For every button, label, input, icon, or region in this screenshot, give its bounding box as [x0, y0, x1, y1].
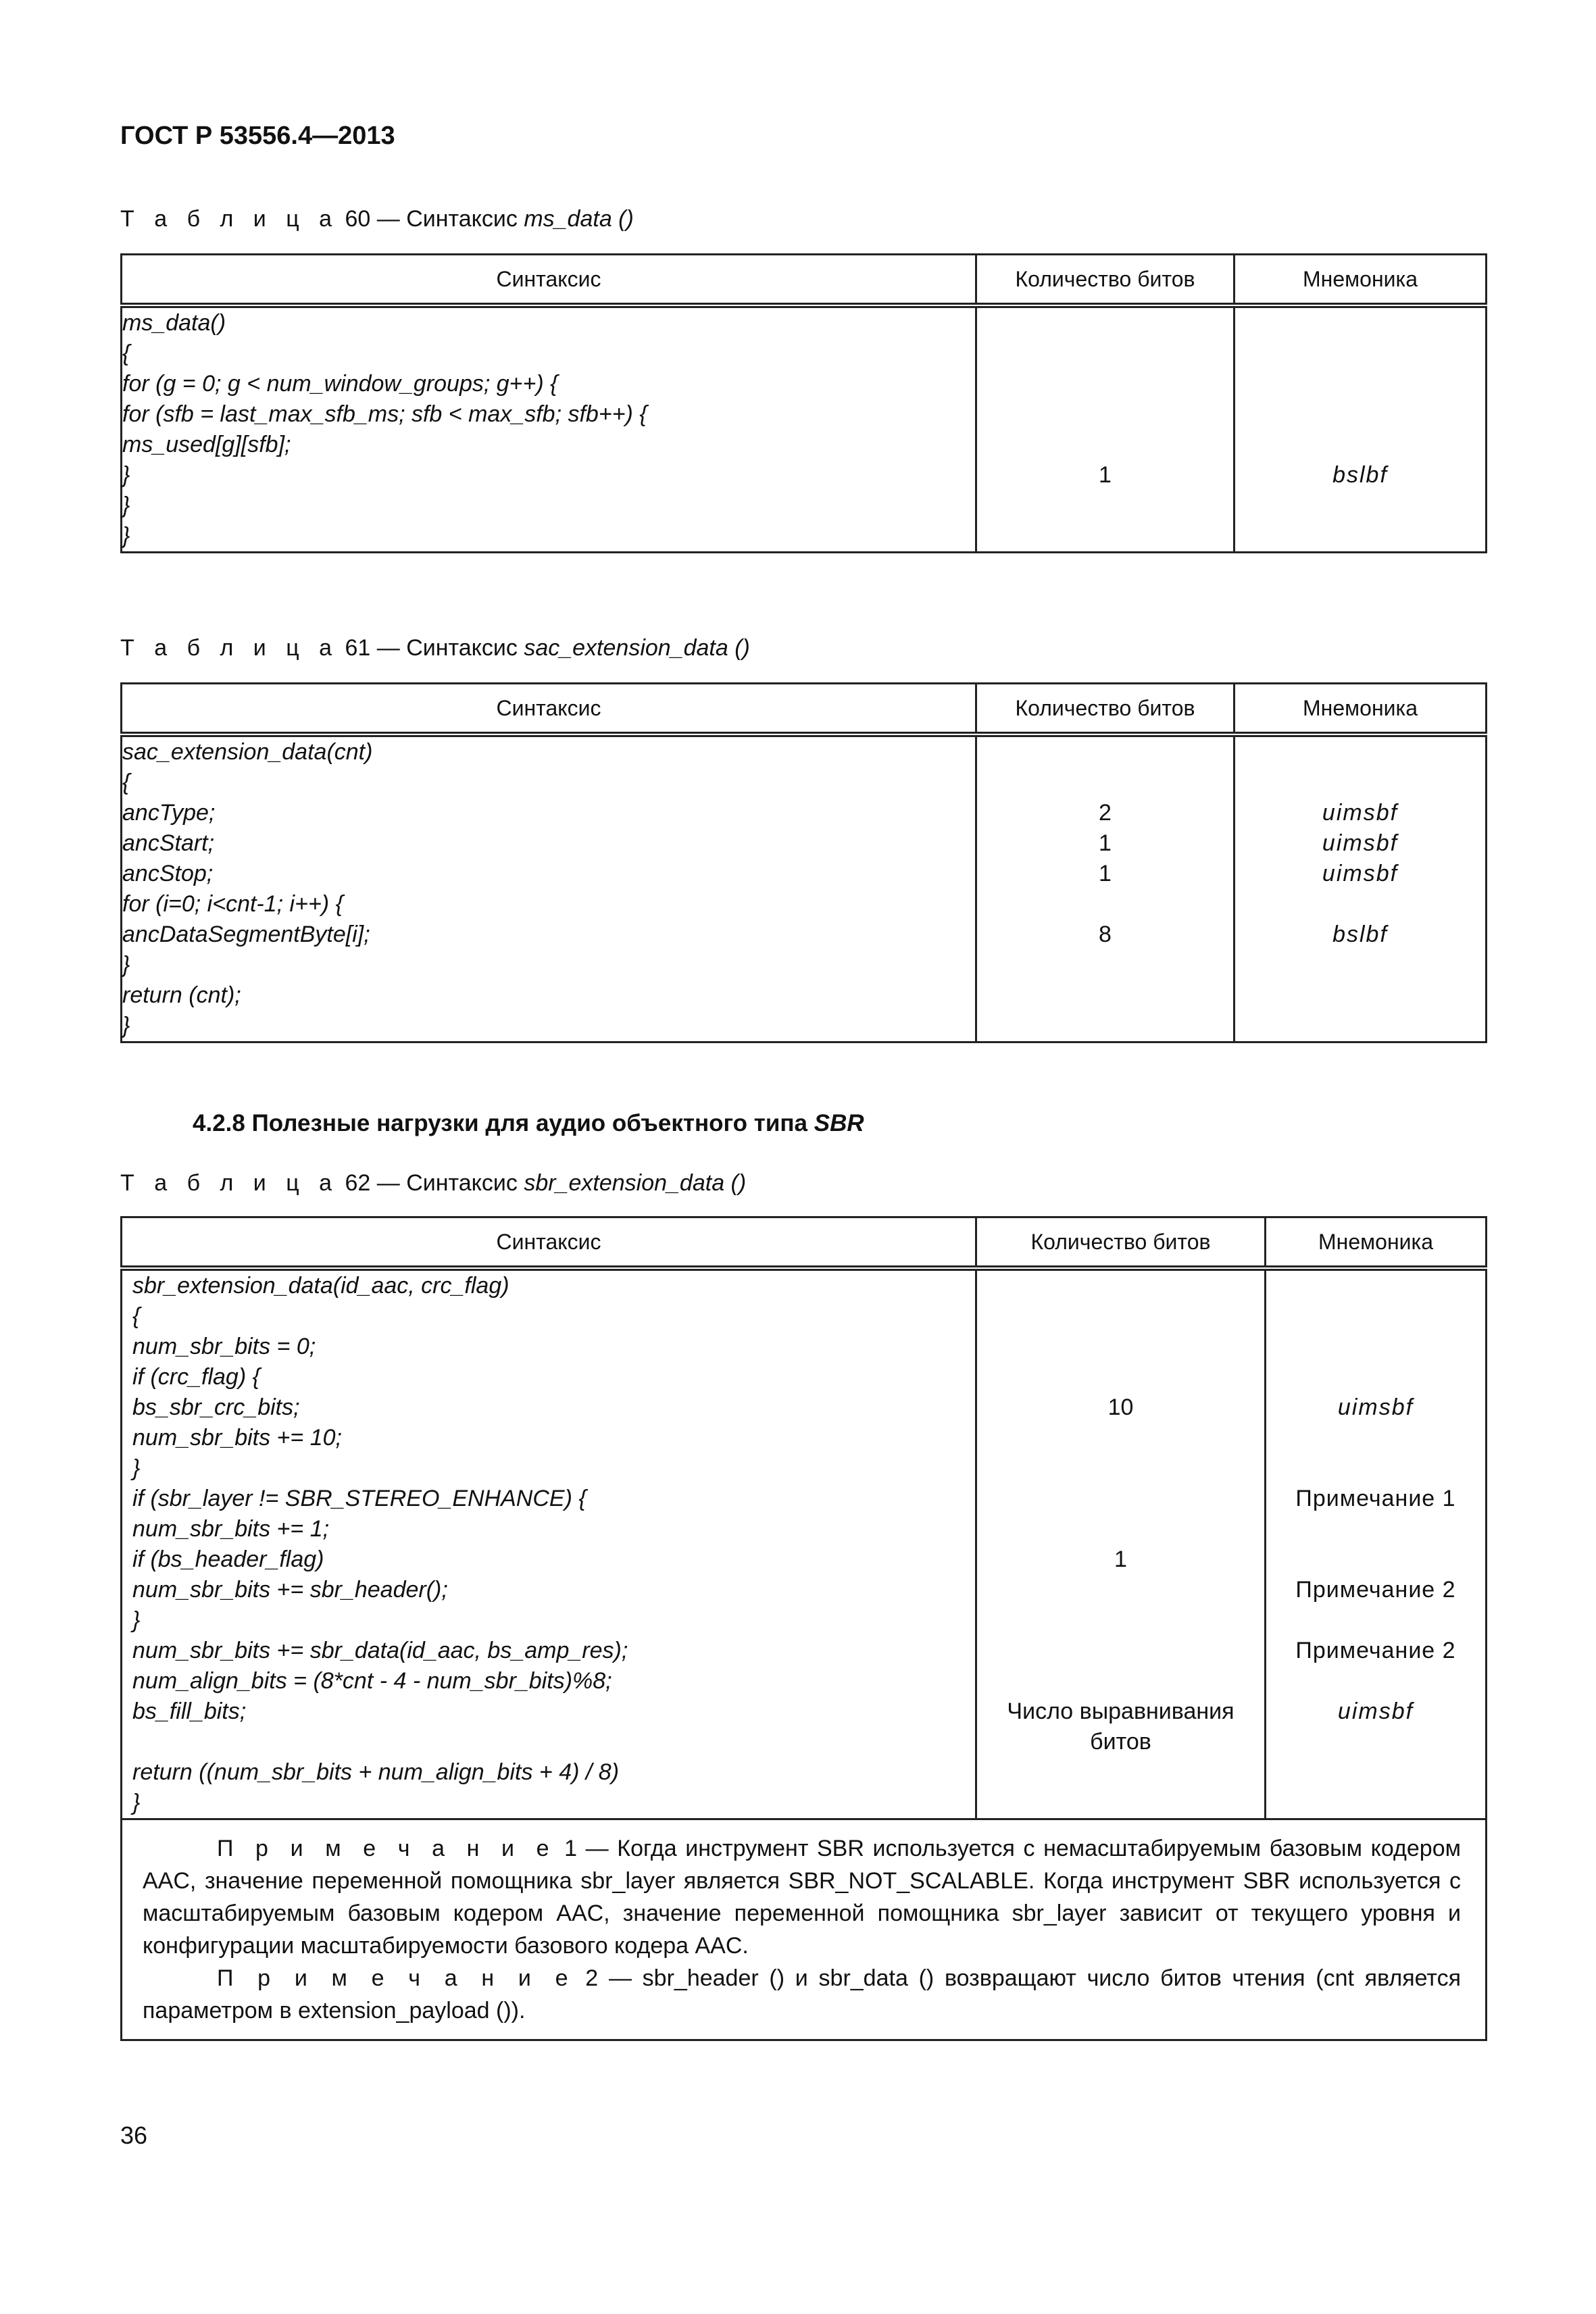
- mnemonic-cell: [1235, 305, 1487, 553]
- mnemonic-line: [1266, 1788, 1485, 1818]
- column-header-syntax: Синтаксис: [122, 684, 976, 735]
- mnemonic-line: [1235, 980, 1485, 1011]
- mnemonic-line: bslbf: [1332, 922, 1388, 947]
- column-header-bits: Количество битов: [976, 255, 1235, 306]
- mnemonic-line: [1235, 521, 1485, 551]
- mnemonic-line: Примечание 2: [1295, 1577, 1456, 1603]
- syntax-line: }: [122, 462, 130, 488]
- mnemonic-line: [1235, 369, 1485, 399]
- section-heading: [193, 1110, 864, 1137]
- bits-line: [977, 1453, 1264, 1484]
- syntax-line: ancType;: [122, 800, 216, 826]
- mnemonic-line: Примечание 2: [1295, 1638, 1456, 1663]
- syntax-line: if (crc_flag) {: [132, 1364, 260, 1390]
- section-title-italic: SBR: [814, 1110, 864, 1136]
- mnemonic-line: Примечание 1: [1295, 1486, 1456, 1511]
- bits-line: [977, 980, 1233, 1011]
- syntax-line: }: [132, 1607, 141, 1633]
- bits-line: 8: [1099, 922, 1112, 947]
- syntax-line: }: [122, 952, 130, 978]
- mnemonic-line: [1235, 399, 1485, 430]
- syntax-line: ancStop;: [122, 861, 214, 886]
- column-header-bits: Количество битов: [976, 1217, 1266, 1269]
- bits-line: 2: [1099, 800, 1112, 826]
- mnemonic-line: [1266, 1757, 1485, 1788]
- syntax-cell: [122, 734, 976, 1042]
- mnemonic-line: [1266, 1301, 1485, 1332]
- bits-line: [977, 950, 1233, 980]
- bits-line: [977, 521, 1233, 551]
- mnemonic-line: [1235, 889, 1485, 920]
- bits-line: [977, 1301, 1264, 1332]
- note-2: [143, 1962, 1461, 2027]
- bits-line: Число выравнивания: [1007, 1699, 1235, 1724]
- bits-line: [977, 1271, 1264, 1301]
- mnemonic-line: [1266, 1362, 1485, 1392]
- mnemonic-cell: [1235, 734, 1487, 1042]
- caption-text: 61 — Синтаксис: [339, 635, 524, 661]
- bits-line: [977, 338, 1233, 369]
- mnemonic-line: [1235, 737, 1485, 768]
- mnemonic-line: [1235, 430, 1485, 460]
- bits-line: битов: [1090, 1729, 1151, 1755]
- bits-line: [977, 1423, 1264, 1453]
- mnemonic-line: [1266, 1514, 1485, 1544]
- syntax-line: for (i=0; i<cnt-1; i++) {: [122, 891, 343, 917]
- syntax-cell: [122, 305, 976, 553]
- bits-line: [977, 1605, 1264, 1636]
- syntax-line: num_sbr_bits += 1;: [132, 1516, 330, 1542]
- mnemonic-line: [1266, 1332, 1485, 1362]
- bits-line: [977, 1514, 1264, 1544]
- syntax-line: sbr_extension_data(id_aac, crc_flag): [132, 1273, 509, 1299]
- bits-cell: [976, 734, 1235, 1042]
- mnemonic-line: [1235, 338, 1485, 369]
- mnemonic-line: [1266, 1544, 1485, 1575]
- section-title: 4.2.8 Полезные нагрузки для аудио объектного типа: [193, 1110, 814, 1136]
- mnemonic-line: uimsbf: [1322, 800, 1399, 826]
- bits-line: [977, 369, 1233, 399]
- bits-line: 1: [1114, 1546, 1127, 1572]
- syntax-line: num_sbr_bits += sbr_header();: [132, 1577, 448, 1603]
- standard-designation: ГОСТ Р 53556.4—2013: [120, 122, 395, 150]
- bits-line: [977, 308, 1233, 338]
- bits-line: [977, 1011, 1233, 1041]
- syntax-line: for (g = 0; g < num_window_groups; g++) {: [122, 371, 558, 397]
- mnemonic-line: uimsbf: [1322, 861, 1399, 886]
- bits-line: [977, 491, 1233, 521]
- syntax-line: sac_extension_data(cnt): [122, 739, 373, 765]
- mnemonic-line: uimsbf: [1322, 830, 1399, 856]
- syntax-line: ancStart;: [122, 830, 215, 856]
- syntax-line: bs_fill_bits;: [132, 1699, 247, 1724]
- mnemonic-line: uimsbf: [1337, 1394, 1414, 1420]
- column-header-mnemonic: Мнемоника: [1266, 1217, 1487, 1269]
- bits-line: [977, 889, 1233, 920]
- syntax-line: return ((num_sbr_bits + num_align_bits + 4) / 8): [132, 1759, 620, 1785]
- bits-line: [977, 1788, 1264, 1818]
- syntax-line: }: [122, 493, 130, 518]
- bits-line: [977, 737, 1233, 768]
- bits-line: 10: [1107, 1394, 1134, 1420]
- mnemonic-line: [1235, 1011, 1485, 1041]
- mnemonic-line: [1266, 1271, 1485, 1301]
- table61: [120, 682, 1487, 1043]
- bits-line: [977, 430, 1233, 460]
- syntax-line: {: [132, 1303, 141, 1329]
- note-1: [143, 1832, 1461, 1962]
- caption-function: sac_extension_data (): [524, 635, 750, 661]
- bits-line: [977, 1636, 1264, 1666]
- caption-label: Т а б л и ц а: [120, 635, 339, 661]
- syntax-line: {: [122, 770, 130, 795]
- caption-label: Т а б л и ц а: [120, 1170, 339, 1196]
- syntax-line: num_sbr_bits = 0;: [132, 1334, 316, 1359]
- bits-line: [977, 1362, 1264, 1392]
- syntax-line: }: [132, 1455, 141, 1481]
- syntax-line: return (cnt);: [122, 982, 241, 1008]
- column-header-syntax: Синтаксис: [122, 1217, 976, 1269]
- syntax-line: }: [122, 523, 130, 549]
- bits-cell: [976, 1268, 1266, 1819]
- table60: [120, 253, 1487, 553]
- mnemonic-line: [1235, 950, 1485, 980]
- mnemonic-line: [1266, 1666, 1485, 1696]
- note-label: П р и м е ч а н и е: [217, 1965, 575, 1991]
- bits-line: 1: [1099, 830, 1112, 856]
- bits-line: 1: [1099, 861, 1112, 886]
- bits-line: 1: [1099, 462, 1112, 488]
- syntax-line: for (sfb = last_max_sfb_ms; sfb < max_sfb; sfb++) {: [122, 401, 647, 427]
- caption-function: ms_data (): [524, 206, 634, 232]
- mnemonic-line: [1235, 308, 1485, 338]
- bits-line: [977, 1484, 1264, 1514]
- table61-caption: [120, 635, 750, 661]
- table60-caption: [120, 206, 634, 232]
- column-header-mnemonic: Мнемоника: [1235, 255, 1487, 306]
- table62: [120, 1216, 1487, 2041]
- note-text: 1 — Когда инструмент SBR используется с немасштабируемым базовым кодером AAC, значение переменной помощника sbr_layer является SBR_NOT_SCALABLE. Когда инструмент SBR используется с масштабируемым базовым кодером AAC, значение переменной помощника sbr_layer зависит от текущего уровня и конфигурации масштабируемости базового кодера AAC.: [143, 1836, 1461, 1959]
- syntax-line: ms_data(): [122, 310, 226, 336]
- bits-line: [977, 399, 1233, 430]
- syntax-line: }: [132, 1790, 141, 1815]
- bits-line: [977, 1757, 1264, 1788]
- caption-text: 60 — Синтаксис: [339, 206, 524, 232]
- notes-cell: [122, 1819, 1487, 2040]
- syntax-line: num_sbr_bits += sbr_data(id_aac, bs_amp_res);: [132, 1638, 628, 1663]
- column-header-bits: Количество битов: [976, 684, 1235, 735]
- syntax-line: num_align_bits = (8*cnt - 4 - num_sbr_bits)%8;: [132, 1668, 612, 1694]
- syntax-line: ms_used[g][sfb];: [122, 432, 291, 457]
- syntax-cell: [122, 1268, 976, 1819]
- syntax-line: bs_sbr_crc_bits;: [132, 1394, 300, 1420]
- bits-line: [977, 1666, 1264, 1696]
- bits-cell: [976, 305, 1235, 553]
- mnemonic-line: bslbf: [1332, 462, 1388, 488]
- mnemonic-line: uimsbf: [1337, 1699, 1414, 1724]
- syntax-line: if (bs_header_flag): [132, 1546, 324, 1572]
- syntax-line: if (sbr_layer != SBR_STEREO_ENHANCE) {: [132, 1486, 587, 1511]
- mnemonic-line: [1235, 491, 1485, 521]
- syntax-line: {: [122, 341, 130, 366]
- bits-line: [977, 1332, 1264, 1362]
- syntax-line: [132, 1727, 975, 1757]
- bits-line: [977, 1575, 1264, 1605]
- mnemonic-cell: [1266, 1268, 1487, 1819]
- mnemonic-line: [1266, 1605, 1485, 1636]
- caption-function: sbr_extension_data (): [524, 1170, 747, 1196]
- syntax-line: ancDataSegmentByte[i];: [122, 922, 370, 947]
- mnemonic-line: [1266, 1727, 1485, 1757]
- mnemonic-line: [1235, 768, 1485, 798]
- syntax-line: }: [122, 1013, 130, 1038]
- mnemonic-line: [1266, 1453, 1485, 1484]
- note-label: П р и м е ч а н и е: [217, 1836, 556, 1861]
- column-header-mnemonic: Мнемоника: [1235, 684, 1487, 735]
- column-header-syntax: Синтаксис: [122, 255, 976, 306]
- syntax-line: num_sbr_bits += 10;: [132, 1425, 342, 1451]
- mnemonic-line: [1266, 1423, 1485, 1453]
- note-text: 2 — sbr_header () и sbr_data () возвращают число битов чтения (cnt является параметром в extension_payload ()).: [143, 1965, 1461, 2023]
- page-number: 36: [120, 2121, 148, 2149]
- caption-label: Т а б л и ц а: [120, 206, 339, 232]
- bits-line: [977, 768, 1233, 798]
- table62-caption: [120, 1170, 746, 1197]
- caption-text: 62 — Синтаксис: [339, 1170, 524, 1196]
